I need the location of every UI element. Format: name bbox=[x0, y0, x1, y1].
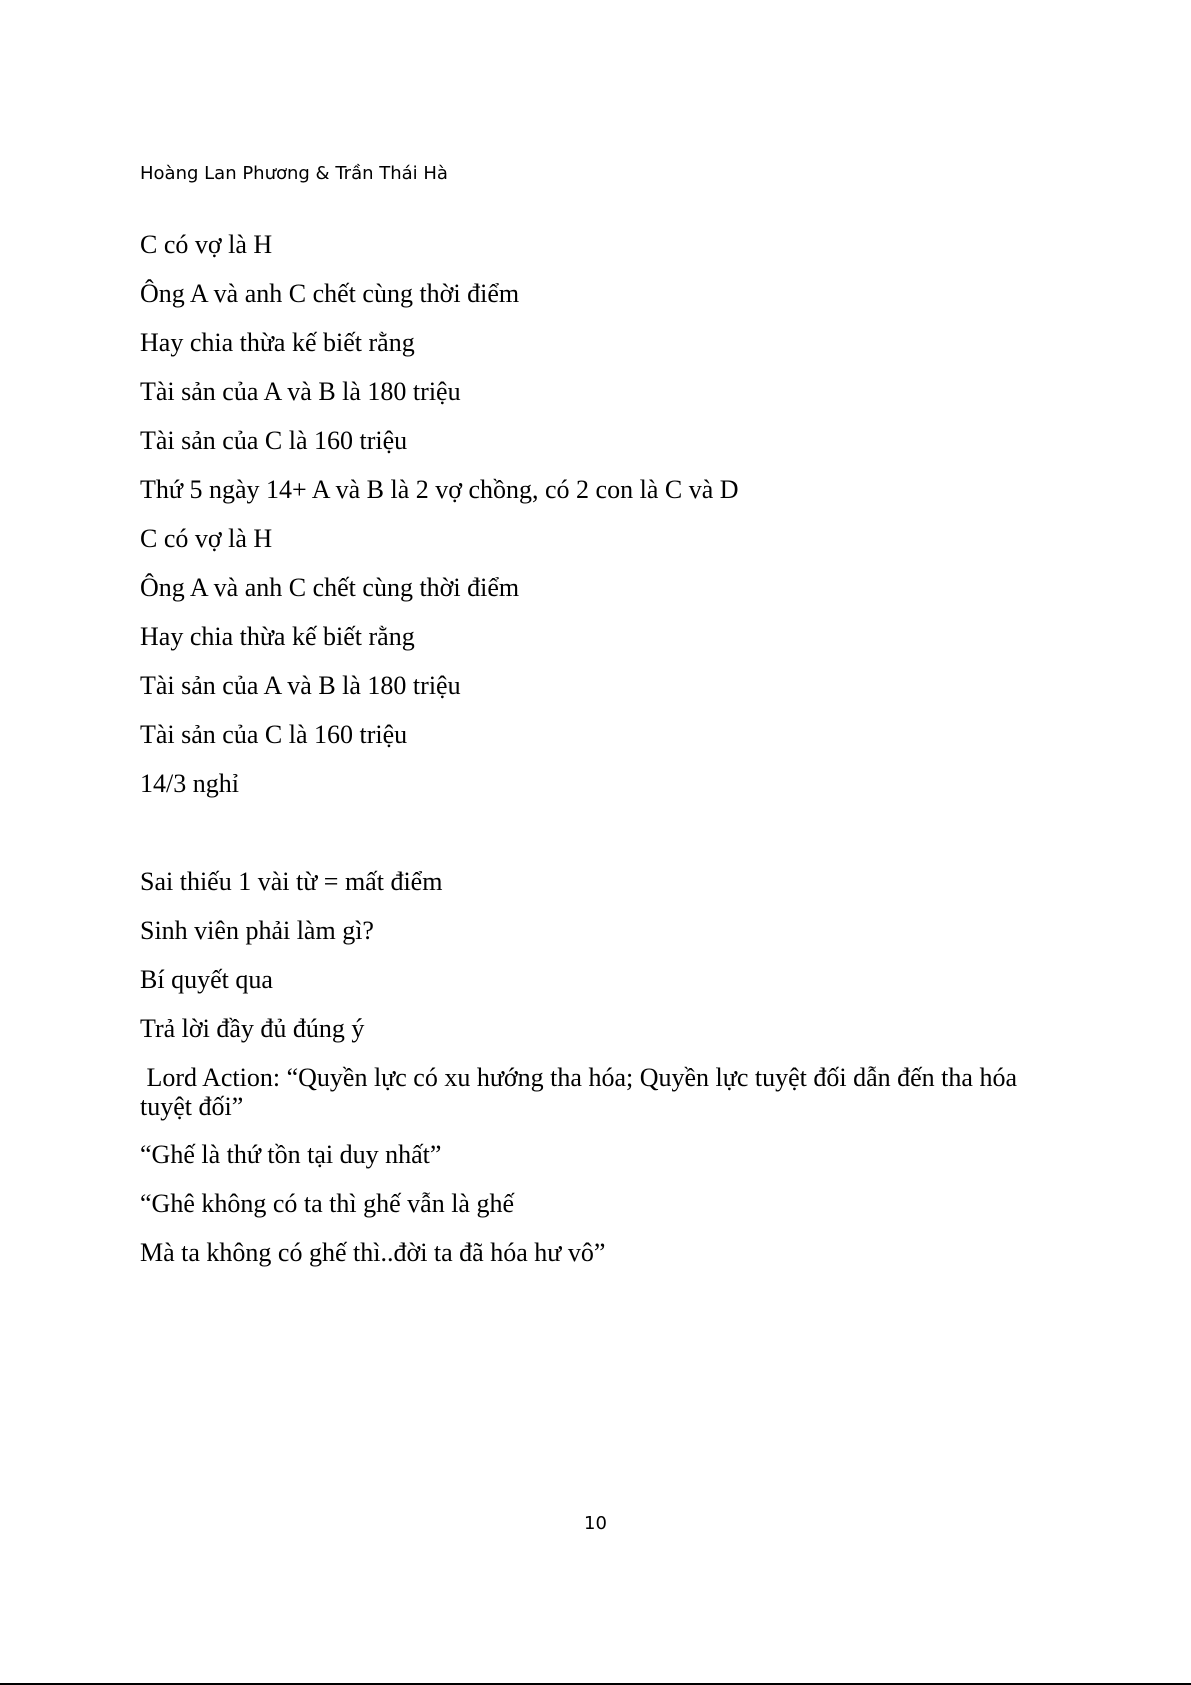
page-header-authors: Hoàng Lan Phương & Trần Thái Hà bbox=[140, 163, 448, 184]
empty-paragraph bbox=[140, 818, 1040, 848]
paragraph: Bí quyết qua bbox=[140, 965, 273, 994]
paragraph: Ông A và anh C chết cùng thời điểm bbox=[140, 573, 520, 602]
paragraph: Hay chia thừa kế biết rằng bbox=[140, 328, 415, 357]
document-body bbox=[140, 230, 1040, 1287]
paragraph: Tài sản của C là 160 triệu bbox=[140, 426, 408, 455]
paragraph: Sinh viên phải làm gì? bbox=[140, 916, 374, 945]
quote-paragraph: Lord Action: “Quyền lực có xu hướng tha hóa; Quyền lực tuyệt đối dẫn đến tha hóa tuyệt đối” bbox=[140, 1063, 1024, 1121]
paragraph: 14/3 nghỉ bbox=[140, 769, 239, 798]
paragraph: Tài sản của A và B là 180 triệu bbox=[140, 671, 461, 700]
paragraph: Tài sản của C là 160 triệu bbox=[140, 720, 408, 749]
paragraph: C có vợ là H bbox=[140, 524, 273, 553]
paragraph: Trả lời đầy đủ đúng ý bbox=[140, 1014, 365, 1043]
paragraph: C có vợ là H bbox=[140, 230, 273, 259]
paragraph: Sai thiếu 1 vài từ = mất điểm bbox=[140, 867, 443, 896]
quote-paragraph: Mà ta không có ghế thì..đời ta đã hóa hư vô” bbox=[140, 1238, 606, 1267]
paragraph: Hay chia thừa kế biết rằng bbox=[140, 622, 415, 651]
paragraph: Tài sản của A và B là 180 triệu bbox=[140, 377, 461, 406]
paragraph: Thứ 5 ngày 14+ A và B là 2 vợ chồng, có 2 con là C và D bbox=[140, 475, 739, 504]
quote-paragraph: “Ghế là thứ tồn tại duy nhất” bbox=[140, 1140, 442, 1169]
page-number: 10 bbox=[584, 1513, 607, 1534]
quote-paragraph: “Ghê không có ta thì ghế vẫn là ghế bbox=[140, 1189, 514, 1218]
paragraph: Ông A và anh C chết cùng thời điểm bbox=[140, 279, 520, 308]
